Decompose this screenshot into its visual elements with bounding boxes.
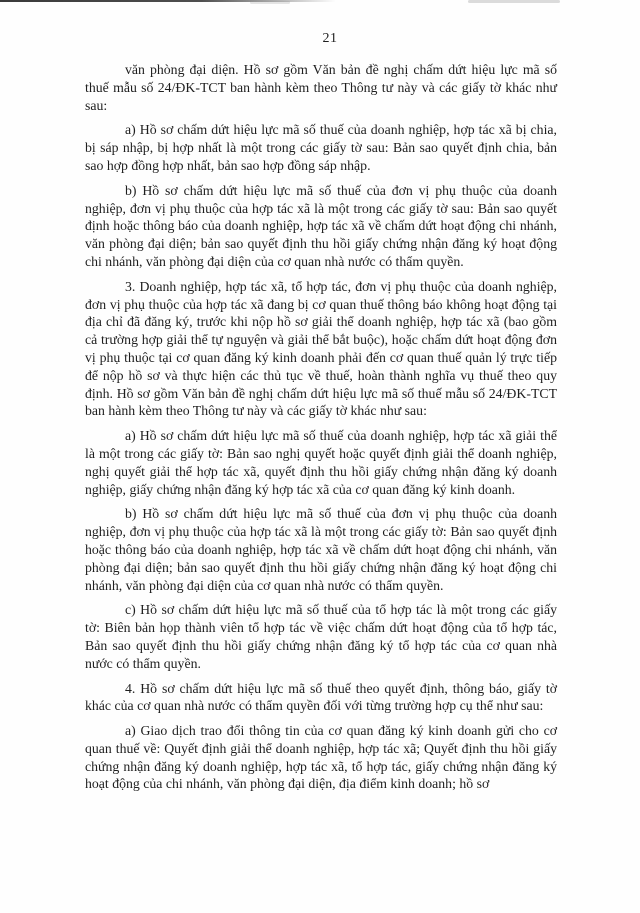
scan-artifact-smudge [468,0,560,3]
paragraph-item-b-dependent-units-2: b) Hồ sơ chấm dứt hiệu lực mã số thuế của đơn vị phụ thuộc của doanh nghiệp, đơn vị phụ thuộc của hợp tác xã là một trong các giấy tờ: Bản sao quyết định hoặc thông báo của doanh nghiệp, hợp tác xã về chấm dứt hoạt động chi nhánh, văn phòng đại diện; bản sao quyết định thu hồi giấy chứng nhận đăng ký hoạt động chi nhánh, văn phòng đại diện của cơ quan nhà nước có thẩm quyền. [85,506,557,593]
page-number: 21 [322,31,338,46]
paragraph-item-a-division-merger: a) Hồ sơ chấm dứt hiệu lực mã số thuế của doanh nghiệp, hợp tác xã bị chia, bị sáp nhập, bị hợp nhất là một trong các giấy tờ sau: Bản sao quyết định chia, bản sao hợp đồng hợp nhất, bản sao hợp đồng sáp nhập. [85,122,557,173]
scan-artifact-smudge [250,1,290,4]
paragraph-clause-4: 4. Hồ sơ chấm dứt hiệu lực mã số thuế theo quyết định, thông báo, giấy tờ khác của cơ quan nhà nước có thẩm quyền đối với từng trường hợp cụ thể như sau: [85,680,557,714]
document-body [85,61,557,800]
paragraph-item-a-information-exchange: a) Giao dịch trao đổi thông tin của cơ quan đăng ký kinh doanh gửi cho cơ quan thuế về: Quyết định giải thể doanh nghiệp, hợp tác xã; Quyết định thu hồi giấy chứng nhận đăng ký doanh nghiệp, hợp tác xã, tổ hợp tác, giấy chứng nhận đăng ký hoạt động của chi nhánh, văn phòng đại diện, địa điểm kinh doanh; hồ sơ [85,723,557,792]
paragraph-clause-3: 3. Doanh nghiệp, hợp tác xã, tổ hợp tác, đơn vị phụ thuộc của doanh nghiệp, đơn vị phụ thuộc của hợp tác xã đang bị cơ quan thuế thông báo không hoạt động tại địa chỉ đã đăng ký, trước khi nộp hồ sơ giải thể doanh nghiệp, hợp tác xã (bao gồm cả trường hợp giải thể tự nguyện và giải thể bắt buộc), hoặc chấm dứt hoạt động đơn vị phụ thuộc tại cơ quan đăng ký kinh doanh phải đến cơ quan thuế quản lý trực tiếp để nộp hồ sơ và thực hiện các thủ tục về thuế, hoàn thành nghĩa vụ thuế theo quy định. Hồ sơ gồm Văn bản đề nghị chấm dứt hiệu lực mã số thuế mẫu số 24/ĐK-TCT ban hành kèm theo Thông tư này và các giấy tờ khác như sau: [85,278,557,419]
paragraph-item-c-cooperative-groups: c) Hồ sơ chấm dứt hiệu lực mã số thuế của tổ hợp tác là một trong các giấy tờ: Biên bản họp thành viên tổ hợp tác về việc chấm dứt hoạt động của tổ hợp tác, Bản sao quyết định thu hồi giấy chứng nhận đăng ký tổ hợp tác của cơ quan nhà nước có thẩm quyền. [85,602,557,671]
paragraph-item-b-dependent-units: b) Hồ sơ chấm dứt hiệu lực mã số thuế của đơn vị phụ thuộc của doanh nghiệp, đơn vị phụ thuộc của hợp tác xã là một trong các giấy tờ sau: Bản sao quyết định hoặc thông báo của doanh nghiệp, hợp tác xã về chấm dứt hoạt động chi nhánh, văn phòng đại diện; bản sao quyết định thu hồi giấy chứng nhận đăng ký hoạt động chi nhánh, văn phòng đại diện của cơ quan nhà nước có thẩm quyền. [85,182,557,269]
paragraph-continuation-intro: văn phòng đại diện. Hồ sơ gồm Văn bản đề nghị chấm dứt hiệu lực mã số thuế mẫu số 24/ĐK-TCT ban hành kèm theo Thông tư này và các giấy tờ khác như sau: [85,62,557,113]
paragraph-item-a-dissolution: a) Hồ sơ chấm dứt hiệu lực mã số thuế của doanh nghiệp, hợp tác xã giải thể là một trong các giấy tờ: Bản sao nghị quyết hoặc quyết định giải thể doanh nghiệp, nghị quyết giải thể hợp tác xã, quyết định thu hồi giấy chứng nhận đăng ký doanh nghiệp, giấy chứng nhận đăng ký hợp tác xã của cơ quan đăng ký kinh doanh. [85,428,557,497]
